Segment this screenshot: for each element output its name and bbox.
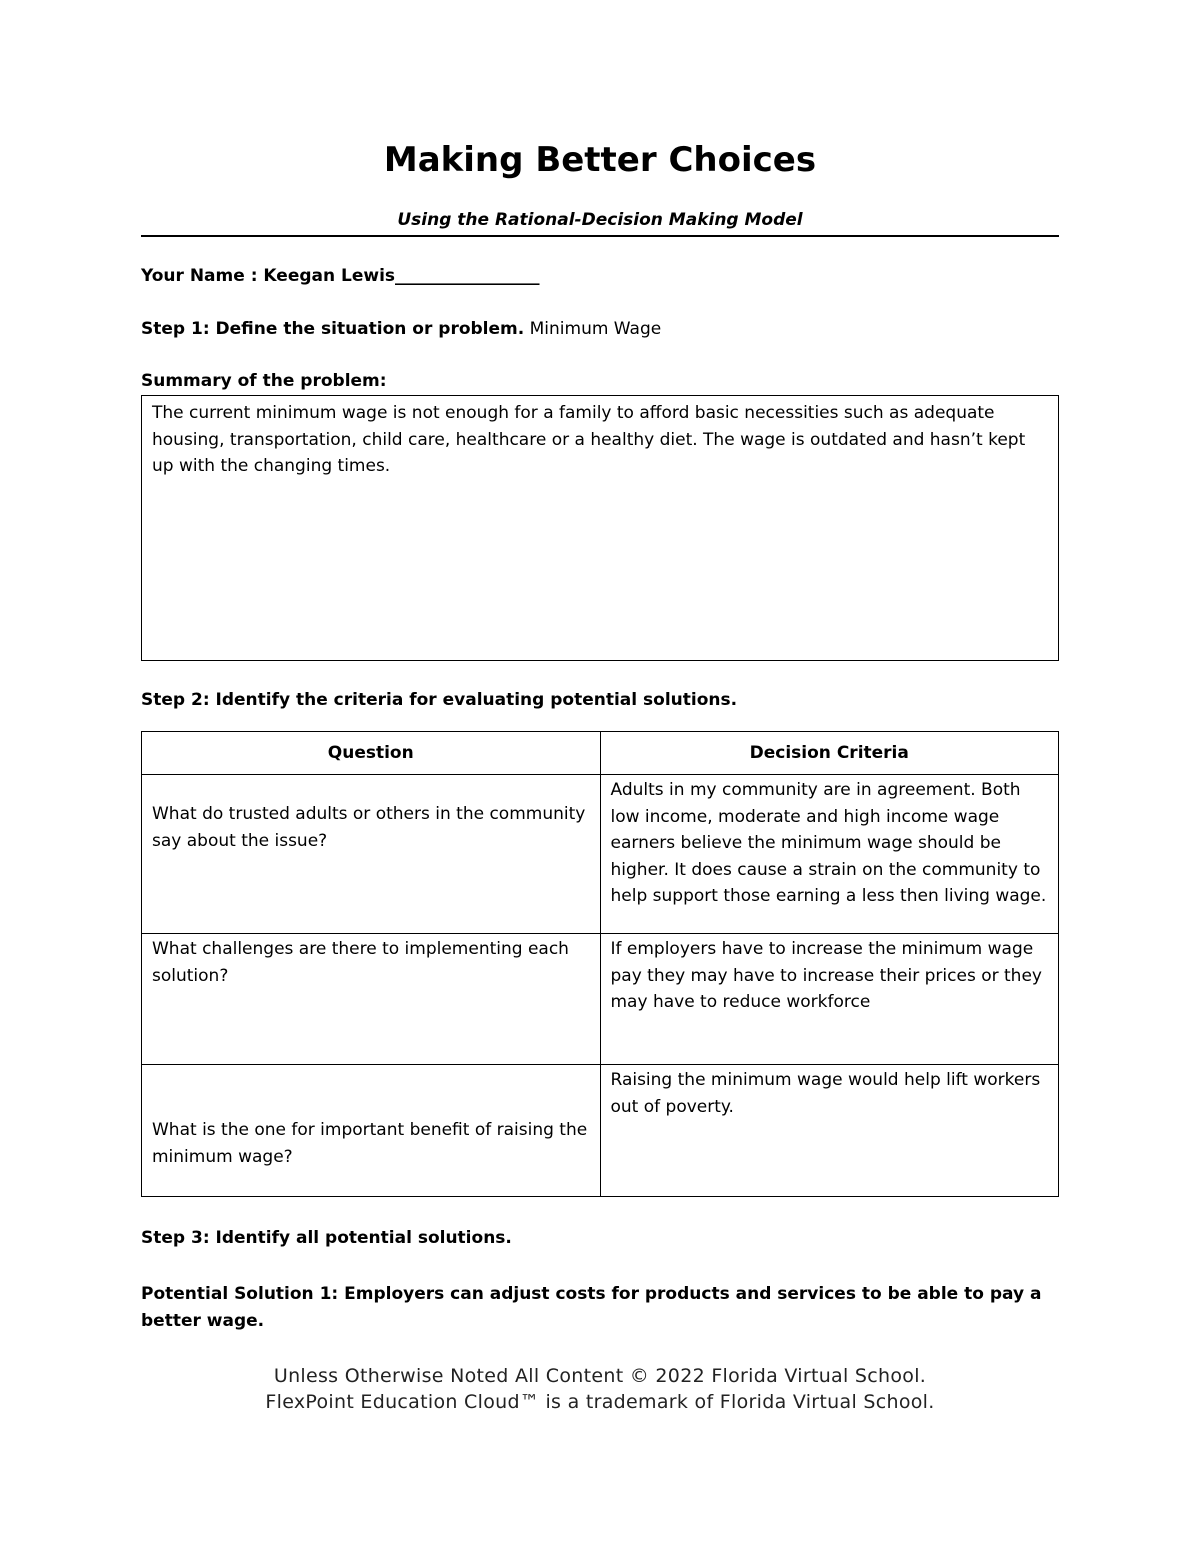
step3-label: Step 3: Identify all potential solutions.	[141, 1228, 512, 1248]
criteria-cell: Raising the minimum wage would help lift workers out of poverty.	[600, 1065, 1059, 1197]
criteria-cell: Adults in my community are in agreement. Both low income, moderate and high income wage earners believe the minimum wage should be higher. It does cause a strain on the community to help support those earning a less then living wage.	[600, 775, 1059, 934]
step1-row	[141, 319, 1059, 339]
table-row	[142, 775, 1059, 934]
step1-value: Minimum Wage	[529, 319, 662, 339]
name-label: Your Name :	[141, 266, 258, 286]
footer	[0, 1363, 1200, 1415]
table-row	[142, 934, 1059, 1065]
step1-label: Step 1: Define the situation or problem.	[141, 319, 525, 339]
summary-label: Summary of the problem:	[141, 371, 387, 391]
column-header-decision-criteria: Decision Criteria	[600, 732, 1059, 775]
name-row	[141, 266, 1059, 286]
criteria-table	[141, 731, 1059, 1197]
step2-label: Step 2: Identify the criteria for evaluating potential solutions.	[141, 690, 738, 710]
summary-text: The current minimum wage is not enough for a family to afford basic necessities such as adequate housing, transportation, child care, healthcare or a healthy diet. The wage is outdated and hasn’t kept up with the changing times.	[152, 403, 1026, 476]
question-cell: What challenges are there to implementing each solution?	[142, 934, 601, 1065]
potential-solution-1: Potential Solution 1: Employers can adjust costs for products and services to be able to pay a better wage.	[141, 1284, 1042, 1331]
criteria-cell: If employers have to increase the minimum wage pay they may have to increase their prices or they may have to reduce workforce	[600, 934, 1059, 1065]
column-header-question: Question	[142, 732, 601, 775]
table-header-row	[142, 732, 1059, 775]
footer-trademark: FlexPoint Education Cloud™ is a trademark of Florida Virtual School.	[265, 1391, 935, 1413]
footer-copyright: Unless Otherwise Noted All Content © 2022 Florida Virtual School.	[273, 1365, 927, 1387]
name-value: Keegan Lewis_________________	[263, 266, 540, 286]
question-cell: What do trusted adults or others in the community say about the issue?	[142, 775, 601, 934]
question-cell: What is the one for important benefit of raising the minimum wage?	[142, 1065, 601, 1197]
table-row	[142, 1065, 1059, 1197]
page-title: Making Better Choices	[383, 140, 817, 180]
summary-box	[141, 395, 1059, 661]
page-subtitle: Using the Rational-Decision Making Model	[397, 210, 803, 230]
title-divider	[141, 235, 1059, 237]
